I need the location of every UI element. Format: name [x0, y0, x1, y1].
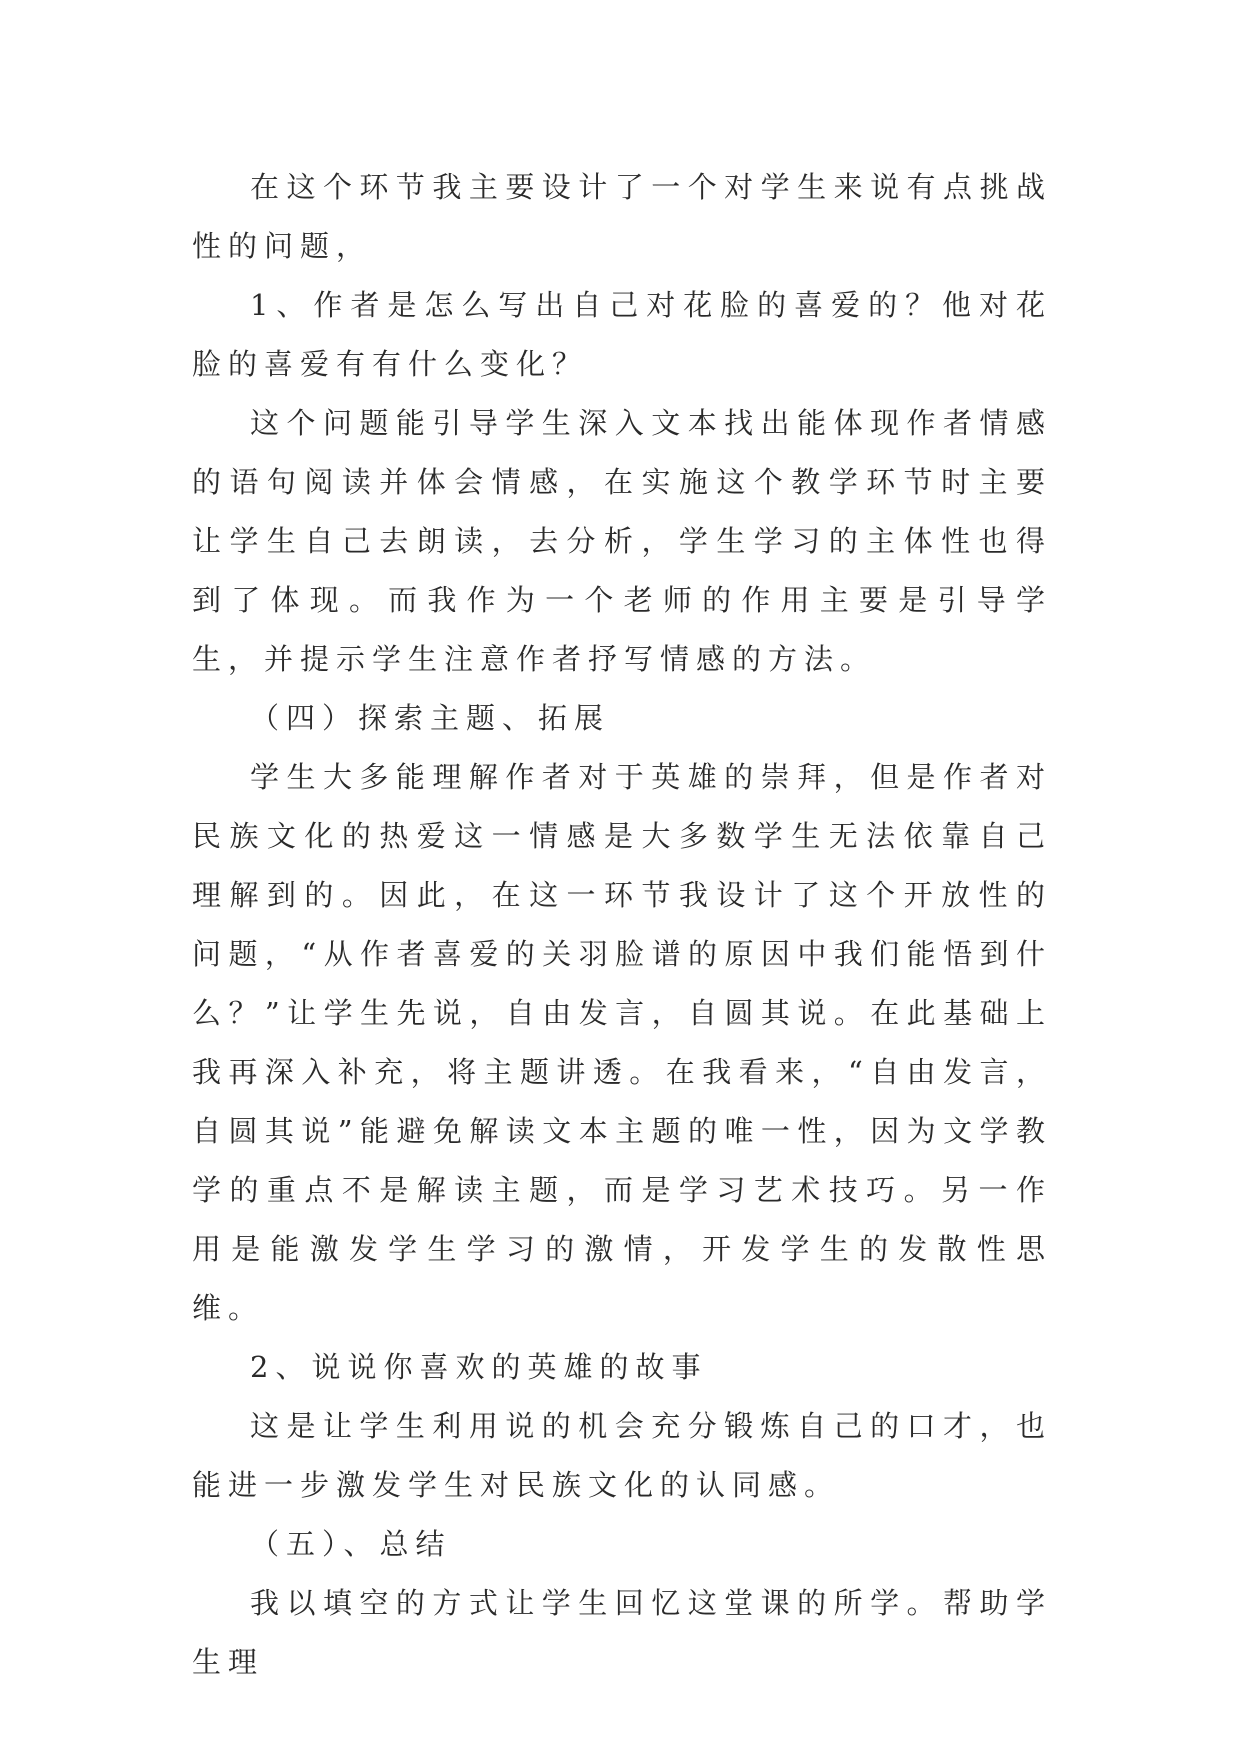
question-1: 1、作者是怎么写出自己对花脸的喜爱的？他对花脸的喜爱有有什么变化？ — [192, 288, 1052, 381]
paragraph-summary: 我以填空的方式让学生回忆这堂课的所学。帮助学生理 — [192, 1586, 1052, 1679]
paragraph-intro: 在这个环节我主要设计了一个对学生来说有点挑战性的问题， — [192, 170, 1052, 263]
paragraph-theme-exploration: 学生大多能理解作者对于英雄的崇拜，但是作者对民族文化的热爱这一情感是大多数学生无法依靠自己理解到的。因此，在这一环节我设计了这个开放性的问题，“从作者喜爱的关羽脸谱的原因中我们能悟到什么？”让学生先说，自由发言，自圆其说。在此基础上我再深入补充，将主题讲透。在我看来，“自由发言，自圆其说”能避免解读文本主题的唯一性，因为文学教学的重点不是解读主题，而是学习艺术技巧。另一作用是能激发学生学习的激情，开发学生的发散性思维。 — [192, 760, 1052, 1325]
paragraph-question-1-explanation: 这个问题能引导学生深入文本找出能体现作者情感的语句阅读并体会情感，在实施这个教学环节时主要让学生自己去朗读，去分析，学生学习的主体性也得到了体现。而我作为一个老师的作用主要是引导学生，并提示学生注意作者抒写情感的方法。 — [192, 406, 1052, 676]
question-2: 2、说说你喜欢的英雄的故事 — [250, 1350, 708, 1384]
document-body — [192, 158, 1052, 1692]
section-heading-5: （五）、总结 — [250, 1527, 452, 1561]
paragraph-question-2-explanation: 这是让学生利用说的机会充分锻炼自己的口才，也能进一步激发学生对民族文化的认同感。 — [192, 1409, 1052, 1502]
section-heading-4: （四）探索主题、拓展 — [250, 701, 611, 735]
